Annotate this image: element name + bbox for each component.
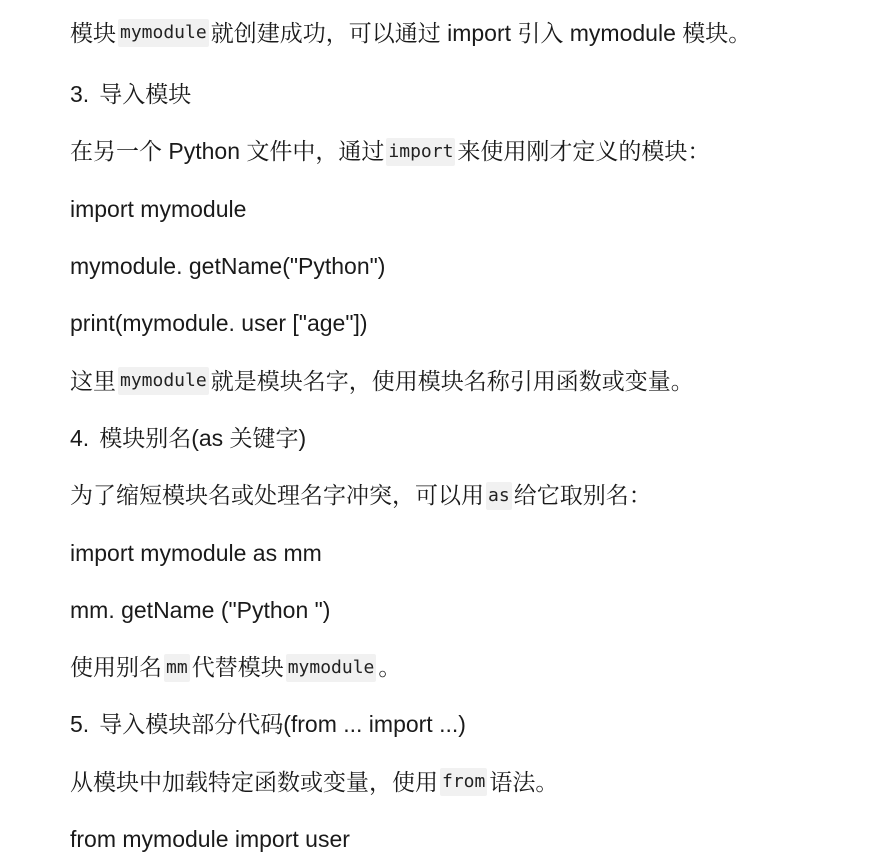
text: 使用别名 xyxy=(70,654,162,681)
paragraph-alias-usage xyxy=(70,639,870,696)
heading-number: 4. xyxy=(70,424,90,451)
inline-code: mm xyxy=(164,654,190,682)
text: 就创建成功，可以通过 import 引入 mymodule 模块。 xyxy=(210,19,752,46)
code-line-mm-getname xyxy=(70,582,870,639)
text: 代替模块 xyxy=(191,654,284,681)
inline-code: as xyxy=(486,482,512,510)
text: 语法。 xyxy=(489,768,559,795)
text: 在另一个 Python 文件中，通过 xyxy=(70,138,385,165)
code-line-import xyxy=(70,181,870,238)
document-body xyxy=(70,0,870,868)
heading-text: 模块别名(as 关键字) xyxy=(99,424,307,451)
code-line-getname xyxy=(70,238,870,295)
text: 模块 xyxy=(70,19,116,46)
code-text: from mymodule import user xyxy=(70,826,350,852)
paragraph-from-syntax xyxy=(70,754,870,811)
paragraph-use-import xyxy=(70,123,870,180)
inline-code: from xyxy=(440,768,487,796)
heading-number: 3. xyxy=(70,81,90,108)
paragraph-module-created xyxy=(70,0,870,66)
text: 就是模块名字，使用模块名称引用函数或变量。 xyxy=(210,367,694,394)
heading-module-alias xyxy=(70,410,870,467)
heading-text: 导入模块部分代码(from ... import ...) xyxy=(99,711,466,738)
text: 给它取别名： xyxy=(513,482,652,509)
text: 从模块中加载特定函数或变量，使用 xyxy=(70,768,438,795)
code-line-print xyxy=(70,295,870,352)
heading-text: 导入模块 xyxy=(99,81,192,108)
code-text: mymodule. getName("Python") xyxy=(70,253,386,280)
text: 来使用刚才定义的模块： xyxy=(457,138,711,165)
heading-import-module xyxy=(70,66,870,123)
heading-partial-import xyxy=(70,696,870,753)
inline-code: mymodule xyxy=(118,367,209,395)
paragraph-alias-desc xyxy=(70,467,870,524)
heading-number: 5. xyxy=(70,711,90,738)
text: 这里 xyxy=(70,367,116,394)
inline-code: import xyxy=(386,138,455,166)
inline-code: mymodule xyxy=(286,654,377,682)
text: 为了缩短模块名或处理名字冲突，可以用 xyxy=(70,482,484,509)
code-text: import mymodule xyxy=(70,195,247,222)
code-line-import-as xyxy=(70,524,870,581)
code-text: import mymodule as mm xyxy=(70,539,322,566)
paragraph-module-name xyxy=(70,352,870,409)
inline-code: mymodule xyxy=(118,19,209,47)
code-text: print(mymodule. user ["age"]) xyxy=(70,310,368,337)
code-line-from-import xyxy=(70,811,870,868)
text: 。 xyxy=(378,654,402,681)
code-text: mm. getName ("Python ") xyxy=(70,596,331,623)
